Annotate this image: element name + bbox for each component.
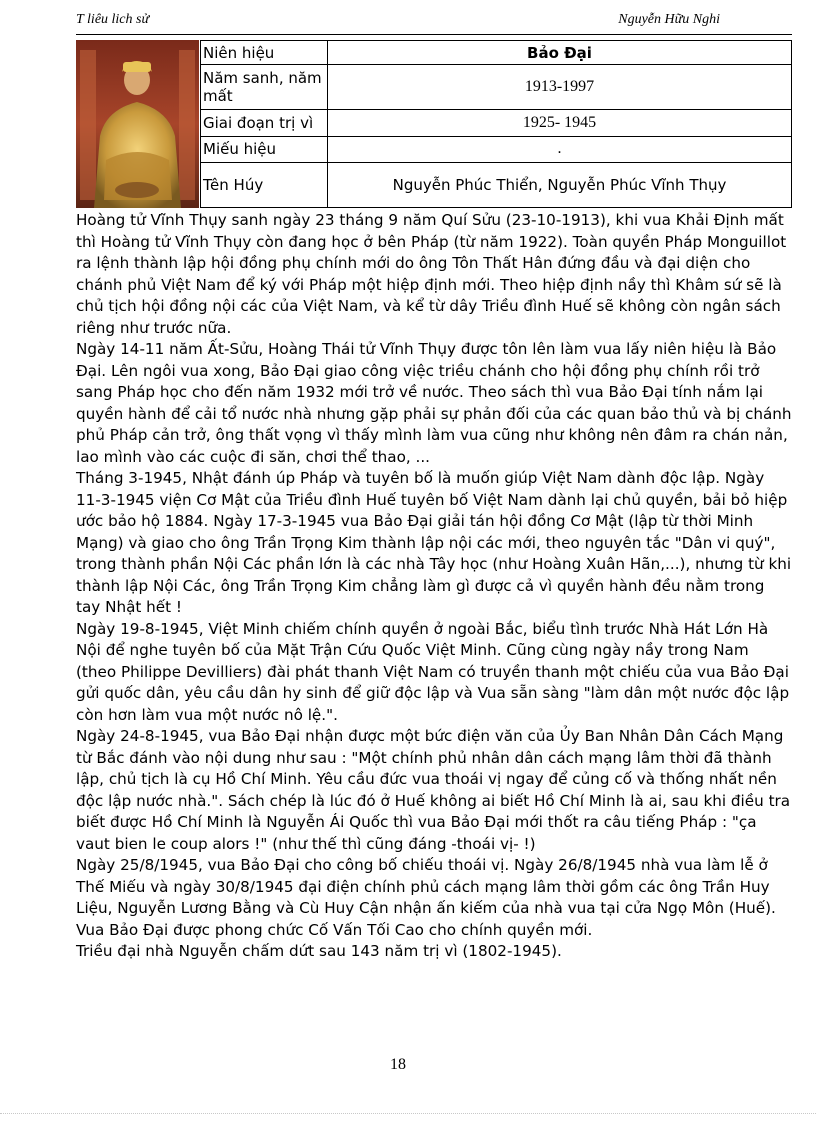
info-value: 1913-1997 (328, 65, 792, 109)
info-label: Năm sanh, năm mất (201, 65, 328, 109)
info-label: Niên hiệu (201, 41, 328, 65)
reign-info-table (200, 40, 792, 208)
paragraph: Ngày 25/8/1945, vua Bảo Đại cho công bố chiếu thoái vị. Ngày 26/8/1945 nhà vua làm lễ ở Thế Miếu và ngày 30/8/1945 đại điện chính phủ cách mạng lâm thời gồm các ông Trần Huy Liệu, Nguyễn Lương Bằng và Cù Huy Cận nhận ấn kiếm của nhà vua tại cửa Ngọ Môn (Huế). Vua Bảo Đại được phong chức Cố Vấn Tối Cao cho chính quyền mới. (76, 856, 776, 939)
info-row-birth-death (201, 65, 792, 109)
page-number: 18 (390, 1056, 406, 1073)
header-left-title: T liêu lich sử (76, 12, 150, 27)
info-row-reign-period (201, 109, 792, 136)
info-row-personal-name (201, 162, 792, 207)
paragraph: Hoàng tử Vĩnh Thụy sanh ngày 23 tháng 9 năm Quí Sửu (23-10-1913), khi vua Khải Định mất thì Hoàng tử Vĩnh Thụy còn đang học ở bên Pháp (từ năm 1922). Toàn quyền Pháp Monguillot ra lệnh thành lập hội đồng phụ chính mới do ông Tôn Thất Hân đứng đầu và đại diện cho chánh phủ Việt Nam để ký với Pháp một hiệp định mới. Theo hiệp định nầy thì Khâm sứ sẽ là chủ tịch hội đồng nội các của Việt Nam, và kể từ dây Triều đình Huế sẽ không còn ngân sách riêng như trước nữa. (76, 211, 787, 337)
info-value: . (328, 137, 792, 162)
info-value: Nguyễn Phúc Thiển, Nguyễn Phúc Vĩnh Thụy (328, 162, 792, 207)
emperor-portrait-picture (76, 40, 199, 208)
info-value: Bảo Đại (328, 41, 792, 65)
info-label: Miếu hiệu (201, 137, 328, 162)
paragraph: Ngày 24-8-1945, vua Bảo Đại nhận được một bức điện văn của Ủy Ban Nhân Dân Cách Mạng từ Bắc đánh vào nội dung như sau : "Một chính phủ nhân dân cách mạng lâm thời đã thành lập, chủ tịch là cụ Hồ Chí Minh. Yêu cầu đức vua thoái vị ngay để củng cố và thống nhất nền độc lập nước nhà.". Sách chép là lúc đó ở Huế không ai biết Hồ Chí Minh là ai, sau khi điều tra biết được Hồ Chí Minh là Nguyễn Ái Quốc thì vua Bảo Đại mới thốt ra câu tiếng Pháp : "ça vaut bien le coup alors !" (như thế thì cũng đáng -thoái vị- !) (76, 727, 791, 853)
info-row-temple-name (201, 137, 792, 162)
paragraph: Ngày 19-8-1945, Việt Minh chiếm chính quyền ở ngoài Bắc, biểu tình trước Nhà Hát Lớn Hà Nội để nghe tuyên bố của Mặt Trận Cứu Quốc Việt Minh. Cũng cùng ngày nầy trong Nam (theo Philippe Devilliers) đài phát thanh Việt Nam có truyền thanh một chiếu của vua Bảo Đại gửi quốc dân, yêu cầu dân hy sinh để giữ độc lập và Vua sẵn sàng "làm dân một nước độc lập còn hơn làm vua một nước nô lệ.". (76, 619, 790, 724)
body-text (76, 210, 792, 963)
paragraph: Ngày 14-11 năm Ất-Sửu, Hoàng Thái tử Vĩnh Thụy được tôn lên làm vua lấy niên hiệu là Bảo Đại. Lên ngôi vua xong, Bảo Đại giao công việc triều chánh cho hội đồng phụ chính rồi trở sang Pháp học cho đến năm 1932 mới trở về nước. Theo sách thì vua Bảo Đại tính nắm lại quyền hành để cải tổ nước nhà nhưng gặp phải sự phản đối của các quan bảo thủ và bị chánh phủ Pháp cản trở, ông thất vọng vì thấy mình làm vua cũng như không nên đâm ra chán nản, lao mình vào các cuộc đi săn, chơi thể thao, ... (76, 340, 792, 466)
paragraph: Triều đại nhà Nguyễn chấm dứt sau 143 năm trị vì (1802-1945). (76, 942, 562, 960)
info-label: Giai đoạn trị vì (201, 109, 328, 136)
info-value: 1925- 1945 (328, 109, 792, 136)
portrait-image (76, 40, 199, 208)
info-label: Tên Húy (201, 162, 328, 207)
header-divider (76, 34, 792, 35)
info-row-era-name (201, 41, 792, 65)
header-author: Nguyễn Hữu Nghi (618, 12, 720, 27)
page-bottom-border (0, 1113, 816, 1114)
paragraph: Tháng 3-1945, Nhật đánh úp Pháp và tuyên bố là muốn giúp Việt Nam dành độc lập. Ngày 11-3-1945 viện Cơ Mật của Triều đình Huế tuyên bố Việt Nam dành lại chủ quyền, bải bỏ hiệp ước bảo hộ 1884. Ngày 17-3-1945 vua Bảo Đại giải tán hội đồng Cơ Mật (lập từ thời Minh Mạng) và giao cho ông Trần Trọng Kim thành lập nội các mới, theo nguyên tắc "Dân vi quý", trong thành phần Nội Các phần lớn là các nhà Tây học (như Hoàng Xuân Hãn,...), nhưng từ khi thành lập Nội Các, ông Trần Trọng Kim chẳng làm gì được cả vì quyền hành đều nằm trong tay Nhật hết ! (76, 469, 792, 616)
